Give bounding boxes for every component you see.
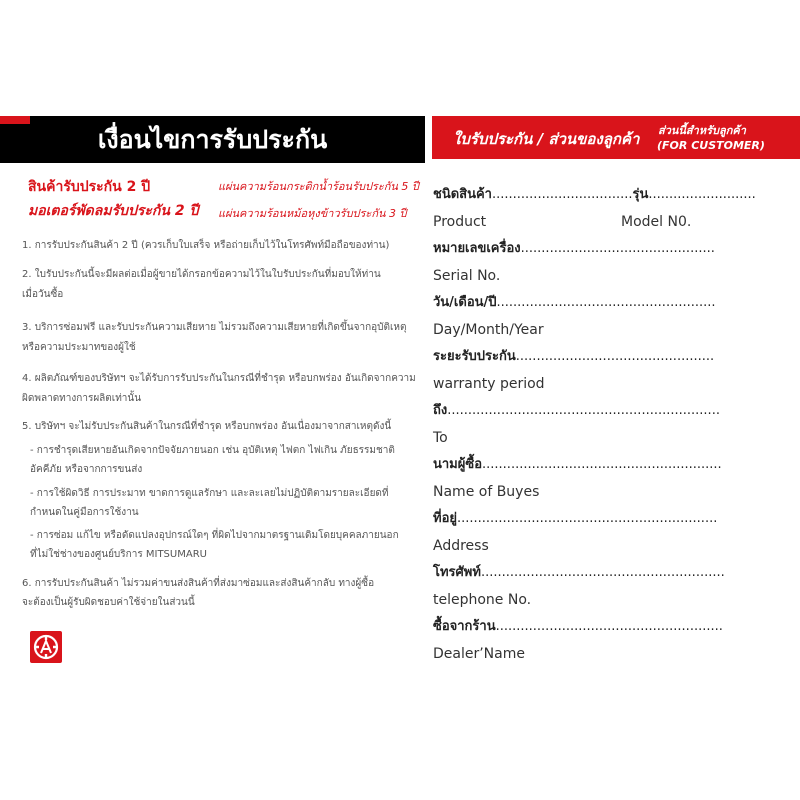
- term-5-sub1-line1: - การชำรุดเสียหายอันเกิดจากปัจจัยภายนอก เช่น อุบัติเหตุ ไฟตก ไฟเกิน ภัยธรรมชาติ: [30, 445, 395, 456]
- field-to-label: ถึง: [433, 403, 448, 418]
- field-product-type-label: ชนิดสินค้า: [433, 187, 492, 202]
- field-serial[interactable]: [433, 239, 715, 259]
- field-dealer-line: .......................................................: [495, 619, 723, 634]
- term-1: 1. การรับประกันสินค้า 2 ปี (ควรเก็บใบเสร็จ หรือถ่ายเก็บไว้ในโทรศัพท์มือถือของท่าน): [22, 240, 390, 251]
- field-phone-label: โทรศัพท์: [433, 565, 481, 580]
- term-5-sub3-line2: ที่ไม่ใช่ช่างของศูนย์บริการ MITSUMARU: [30, 549, 207, 560]
- term-2-line1: 2. ใบรับประกันนี้จะมีผลต่อเมื่อผู้ขายได้กรอกข้อความไว้ในใบรับประกันที่มอบให้ท่าน: [22, 269, 381, 280]
- term-6-line2: จะต้องเป็นผู้รับผิดชอบค่าใช้จ่ายในส่วนนี้: [22, 597, 195, 608]
- field-serial-label-en: Serial No.: [433, 268, 501, 284]
- field-buyer-label-en: Name of Buyes: [433, 484, 540, 500]
- term-3-line1: 3. บริการซ่อมฟรี และรับประกันความเสียหาย ไม่รวมถึงความเสียหายที่เกิดขึ้นจากอุบัติเหตุ: [22, 322, 407, 333]
- term-5: 5. บริษัทฯ จะไม่รับประกันสินค้าในกรณีที่ชำรุด หรือบกพร่อง อันเนื่องมาจากสาเหตุดังนี้: [22, 421, 392, 432]
- field-buyer-label: นามผู้ซื้อ: [433, 457, 483, 472]
- field-product-type[interactable]: [433, 185, 756, 205]
- term-3-line2: หรือความประมาทของผู้ใช้: [22, 342, 136, 353]
- term-4-line2: ผิดพลาดทางการผลิตเท่านั้น: [22, 393, 142, 404]
- field-to-line: ..................................................................: [447, 403, 720, 418]
- brand-logo-icon: [30, 631, 62, 663]
- term-6-line1: 6. การรับประกันสินค้า ไม่รวมค่าขนส่งสินค้าที่ส่งมาซ่อมและส่งสินค้ากลับ ทางผู้ซื้อ: [22, 578, 375, 589]
- field-warranty-label: ระยะรับประกัน: [433, 349, 516, 364]
- field-address-label: ที่อยู่: [433, 511, 457, 526]
- field-address-label-en: Address: [433, 538, 489, 554]
- field-product-type-line: ..................................: [491, 187, 633, 202]
- customer-section-note-en: (FOR CUSTOMER): [657, 139, 765, 152]
- field-phone[interactable]: [433, 563, 725, 583]
- field-serial-line: ...............................................: [520, 241, 715, 256]
- field-date-label-en: Day/Month/Year: [433, 322, 544, 338]
- field-product-label-en: Product: [433, 214, 487, 230]
- highlight-motor-warranty: มอเตอร์พัดลมรับประกัน 2 ปี: [28, 203, 199, 219]
- field-phone-label-en: telephone No.: [433, 592, 532, 608]
- field-warranty-line: ................................................: [515, 349, 715, 364]
- field-model-line: ..........................: [648, 187, 756, 202]
- field-phone-line: ...........................................................: [480, 565, 725, 580]
- term-4-line1: 4. ผลิตภัณฑ์ของบริษัทฯ จะได้รับการรับประกันในกรณีที่ชำรุด หรือบกพร่อง อันเกิดจากความ: [22, 373, 416, 384]
- field-address-line: ...............................................................: [457, 511, 718, 526]
- field-to-label-en: To: [433, 430, 448, 446]
- field-date-label: วัน/เดือน/ปี: [433, 295, 497, 310]
- field-dealer-label: ซื้อจากร้าน: [433, 619, 496, 634]
- field-to[interactable]: [433, 401, 720, 421]
- term-2-line2: เมื่อวันซื้อ: [22, 289, 64, 300]
- field-warranty-label-en: warranty period: [433, 376, 545, 392]
- field-address[interactable]: [433, 509, 717, 529]
- field-buyer-name[interactable]: [433, 455, 722, 475]
- field-dealer[interactable]: [433, 617, 723, 637]
- highlight-ricecooker-warranty: แผ่นความร้อนหม้อหุงข้าวรับประกัน 3 ปี: [218, 207, 407, 220]
- highlight-kettle-warranty: แผ่นความร้อนกระติกน้ำร้อนรับประกัน 5 ปี: [218, 180, 419, 193]
- term-5-sub3-line1: - การซ่อม แก้ไข หรือดัดแปลงอุปกรณ์ใดๆ ที่ผิดไปจากมาตรฐานเดิมโดยบุคคลภายนอก: [30, 530, 399, 541]
- field-model-label-en: Model N0.: [621, 214, 692, 230]
- customer-section-note-th: ส่วนนี้สำหรับลูกค้า: [658, 124, 746, 137]
- highlight-product-warranty: สินค้ารับประกัน 2 ปี: [28, 179, 151, 195]
- field-model-label: รุ่น: [632, 187, 649, 202]
- field-serial-label: หมายเลขเครื่อง: [433, 241, 521, 256]
- field-date-line: .....................................................: [496, 295, 716, 310]
- field-dealer-label-en: Dealer’Name: [433, 646, 525, 662]
- customer-section-title: ใบรับประกัน / ส่วนของลูกค้า: [453, 130, 640, 148]
- field-warranty-period[interactable]: [433, 347, 714, 367]
- term-5-sub1-line2: อัคคีภัย หรือจากการขนส่ง: [30, 464, 143, 475]
- field-date[interactable]: [433, 293, 716, 313]
- term-5-sub2-line2: กำหนดในคู่มือการใช้งาน: [30, 507, 139, 518]
- page-title: เงื่อนไขการรับประกัน: [97, 125, 328, 154]
- term-5-sub2-line1: - การใช้ผิดวิธี การประมาท ขาดการดูแลรักษา และละเลยไม่ปฏิบัติตามรายละเอียดที่: [30, 488, 389, 499]
- field-buyer-line: ..........................................................: [482, 457, 722, 472]
